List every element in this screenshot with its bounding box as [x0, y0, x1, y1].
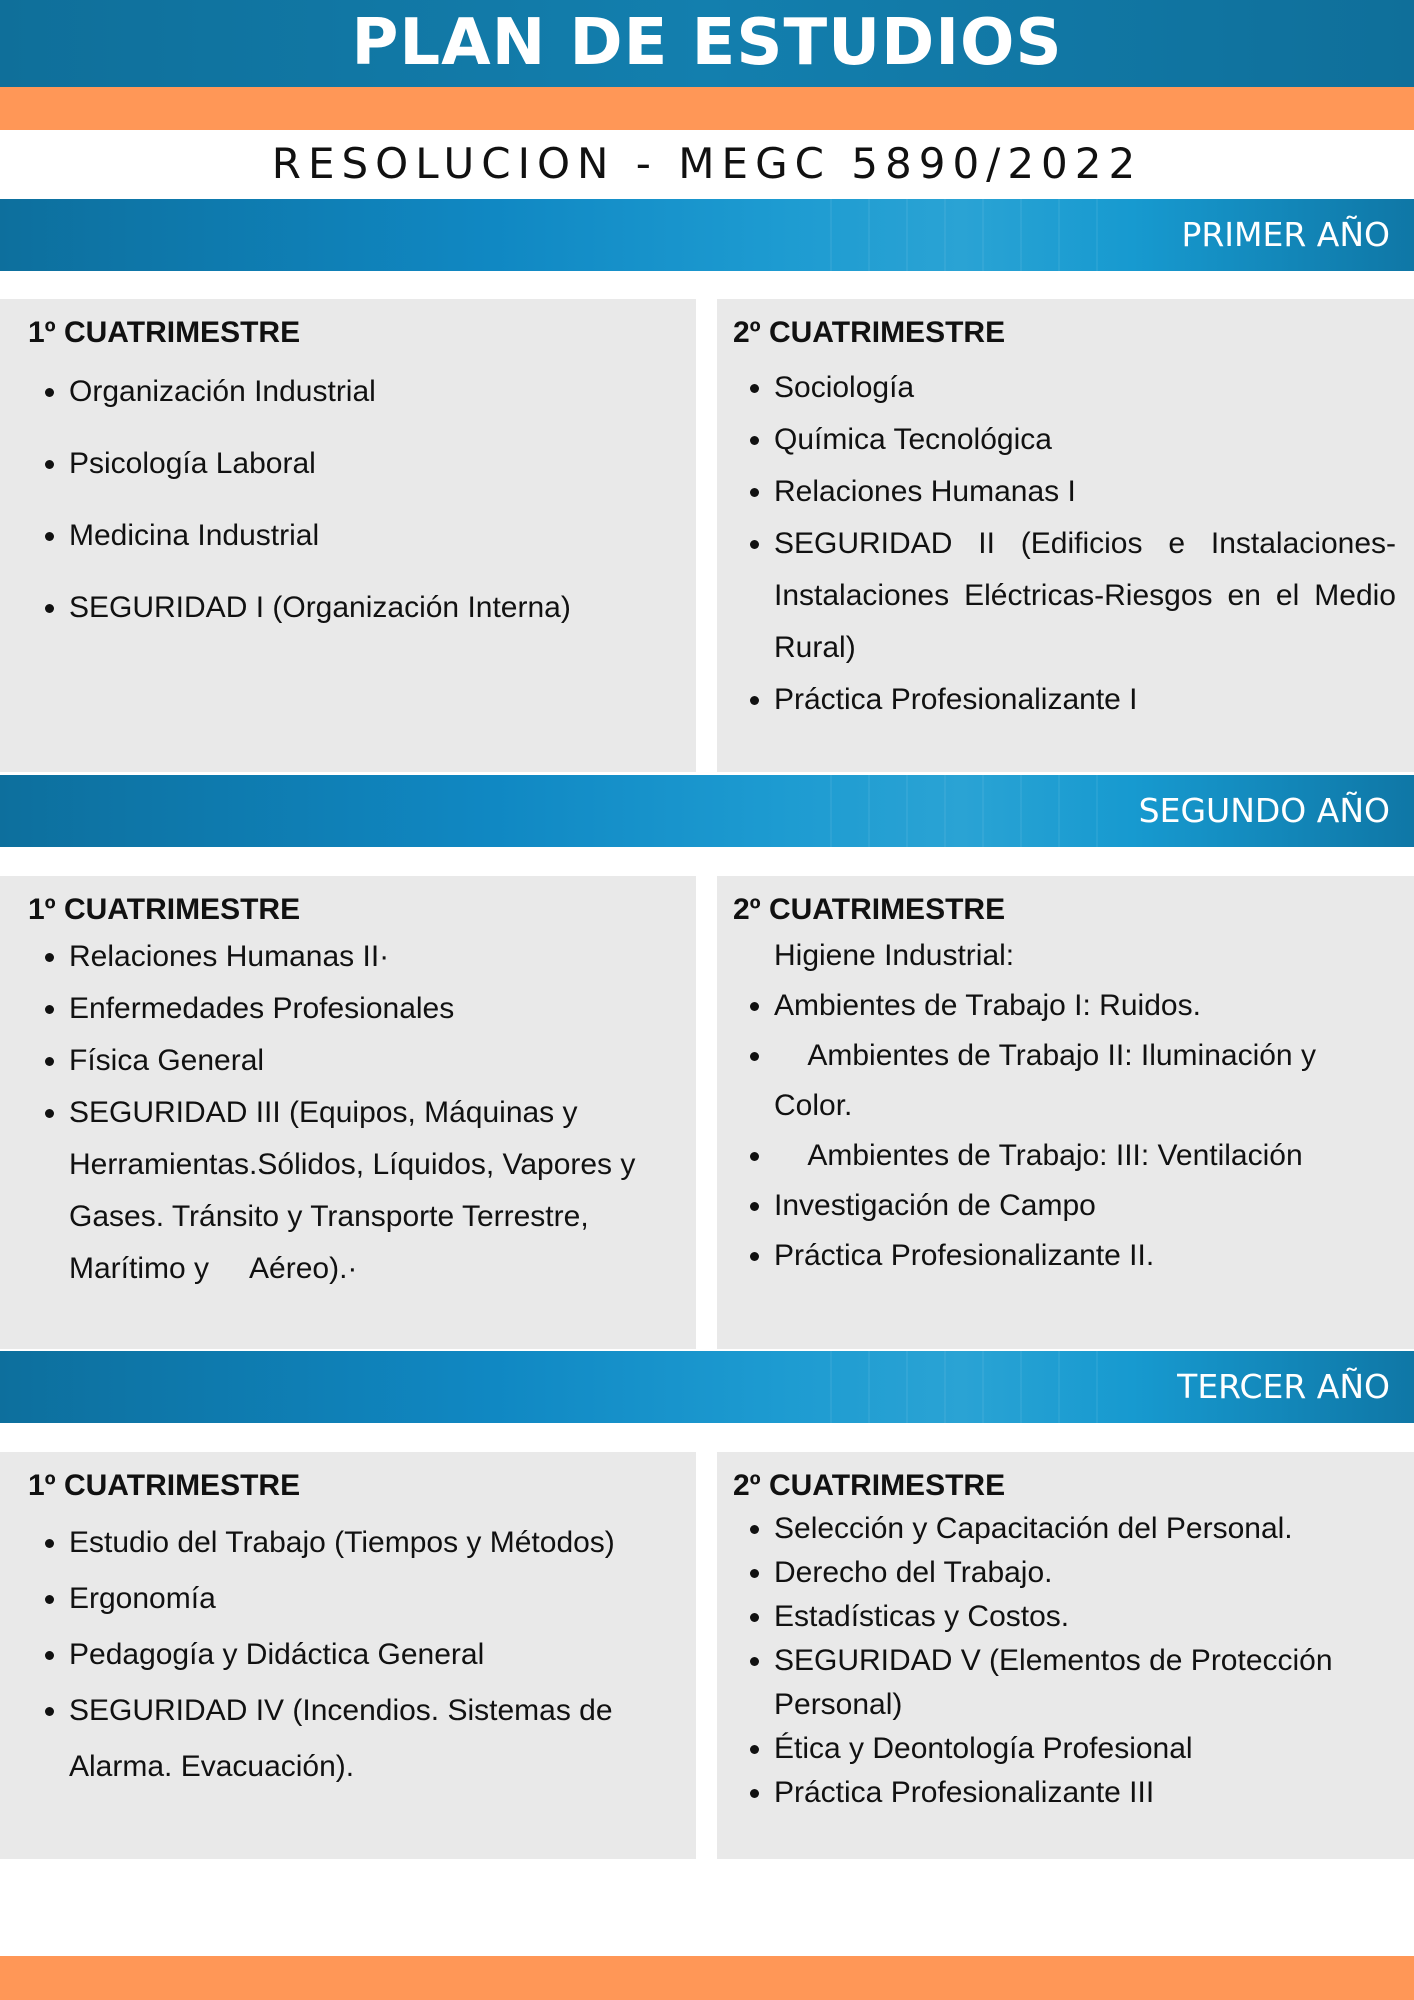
- panel-segundo-1-cuatrimestre: [0, 876, 696, 1349]
- list-item: • Investigación de Campo: [774, 1181, 1396, 1231]
- panel-segundo-2-cuatrimestre: [717, 876, 1414, 1349]
- list-item: • Sociología: [774, 362, 1396, 414]
- list-item: • Derecho del Trabajo.: [774, 1551, 1396, 1595]
- panel-primer-1-cuatrimestre: [0, 299, 696, 772]
- semester-title: 1º CUATRIMESTRE: [28, 1469, 301, 1502]
- list-intro: Higiene Industrial:: [774, 939, 1015, 972]
- panel-tercer-2-cuatrimestre: [717, 1452, 1414, 1859]
- list-item: • Medicina Industrial: [69, 515, 678, 557]
- semester-title: 2º CUATRIMESTRE: [733, 316, 1006, 349]
- year-bar-primer: [0, 199, 1414, 271]
- list-item: • Ambientes de Trabajo II: Iluminación y Color.: [774, 1031, 1396, 1131]
- list-item: • SEGURIDAD V (Elementos de Protección Personal): [774, 1639, 1396, 1727]
- page-title: PLAN DE ESTUDIOS: [351, 6, 1063, 80]
- header-bar: [0, 0, 1414, 87]
- list-item: • Química Tecnológica: [774, 414, 1396, 466]
- list-item: • Ambientes de Trabajo: III: Ventilación: [774, 1131, 1396, 1181]
- list-item: • SEGURIDAD I (Organización Interna): [69, 587, 678, 629]
- subject-list: [733, 931, 1396, 1281]
- subject-list: [28, 1515, 678, 1795]
- list-item: • Práctica Profesionalizante II.: [774, 1231, 1396, 1281]
- list-item: • SEGURIDAD III (Equipos, Máquinas y Herramientas.Sólidos, Líquidos, Vapores y Gases. Tránsito y Transporte Terrestre, Marítimo y Aéreo).·: [69, 1087, 678, 1295]
- year-label: SEGUNDO AÑO: [1138, 791, 1390, 830]
- year-bar-tercer: [0, 1351, 1414, 1423]
- subject-list: [733, 1507, 1396, 1815]
- list-item: • Pedagogía y Didáctica General: [69, 1627, 678, 1683]
- list-item: • Ergonomía: [69, 1571, 678, 1627]
- list-item: • Práctica Profesionalizante I: [774, 674, 1396, 726]
- semester-title: 2º CUATRIMESTRE: [733, 1469, 1006, 1502]
- list-item: • Física General: [69, 1035, 678, 1087]
- list-item: • Organización Industrial: [69, 371, 678, 413]
- list-item: • Enfermedades Profesionales: [69, 983, 678, 1035]
- list-item: • Estudio del Trabajo (Tiempos y Métodos): [69, 1515, 678, 1571]
- semester-title: 1º CUATRIMESTRE: [28, 316, 301, 349]
- list-item: • SEGURIDAD IV (Incendios. Sistemas de Alarma. Evacuación).: [69, 1683, 678, 1795]
- list-item: • Ambientes de Trabajo I: Ruidos.: [774, 981, 1396, 1031]
- list-item: • Ética y Deontología Profesional: [774, 1727, 1396, 1771]
- year-bar-segundo: [0, 775, 1414, 847]
- subject-list: [28, 371, 678, 629]
- list-item: • Práctica Profesionalizante III: [774, 1771, 1396, 1815]
- list-item: • SEGURIDAD II (Edificios e Instalaciones-Instalaciones Eléctricas-Riesgos en el Medio Rural): [774, 518, 1396, 674]
- list-item: • Estadísticas y Costos.: [774, 1595, 1396, 1639]
- footer-accent-band: [0, 1956, 1414, 2000]
- list-item: • Selección y Capacitación del Personal.: [774, 1507, 1396, 1551]
- list-item: • Psicología Laboral: [69, 443, 678, 485]
- subject-list: [733, 362, 1396, 726]
- resolution-subtitle: RESOLUCION - MEGC 5890/2022: [271, 139, 1143, 188]
- subject-list: [28, 931, 678, 1295]
- year-label: PRIMER AÑO: [1181, 215, 1390, 254]
- panel-tercer-1-cuatrimestre: [0, 1452, 696, 1859]
- list-item: • Relaciones Humanas II·: [69, 931, 678, 983]
- year-label: TERCER AÑO: [1177, 1367, 1390, 1406]
- header-accent-band: [0, 87, 1414, 130]
- list-item: • Relaciones Humanas I: [774, 466, 1396, 518]
- semester-title: 2º CUATRIMESTRE: [733, 893, 1006, 926]
- panel-primer-2-cuatrimestre: [717, 299, 1414, 772]
- semester-title: 1º CUATRIMESTRE: [28, 893, 301, 926]
